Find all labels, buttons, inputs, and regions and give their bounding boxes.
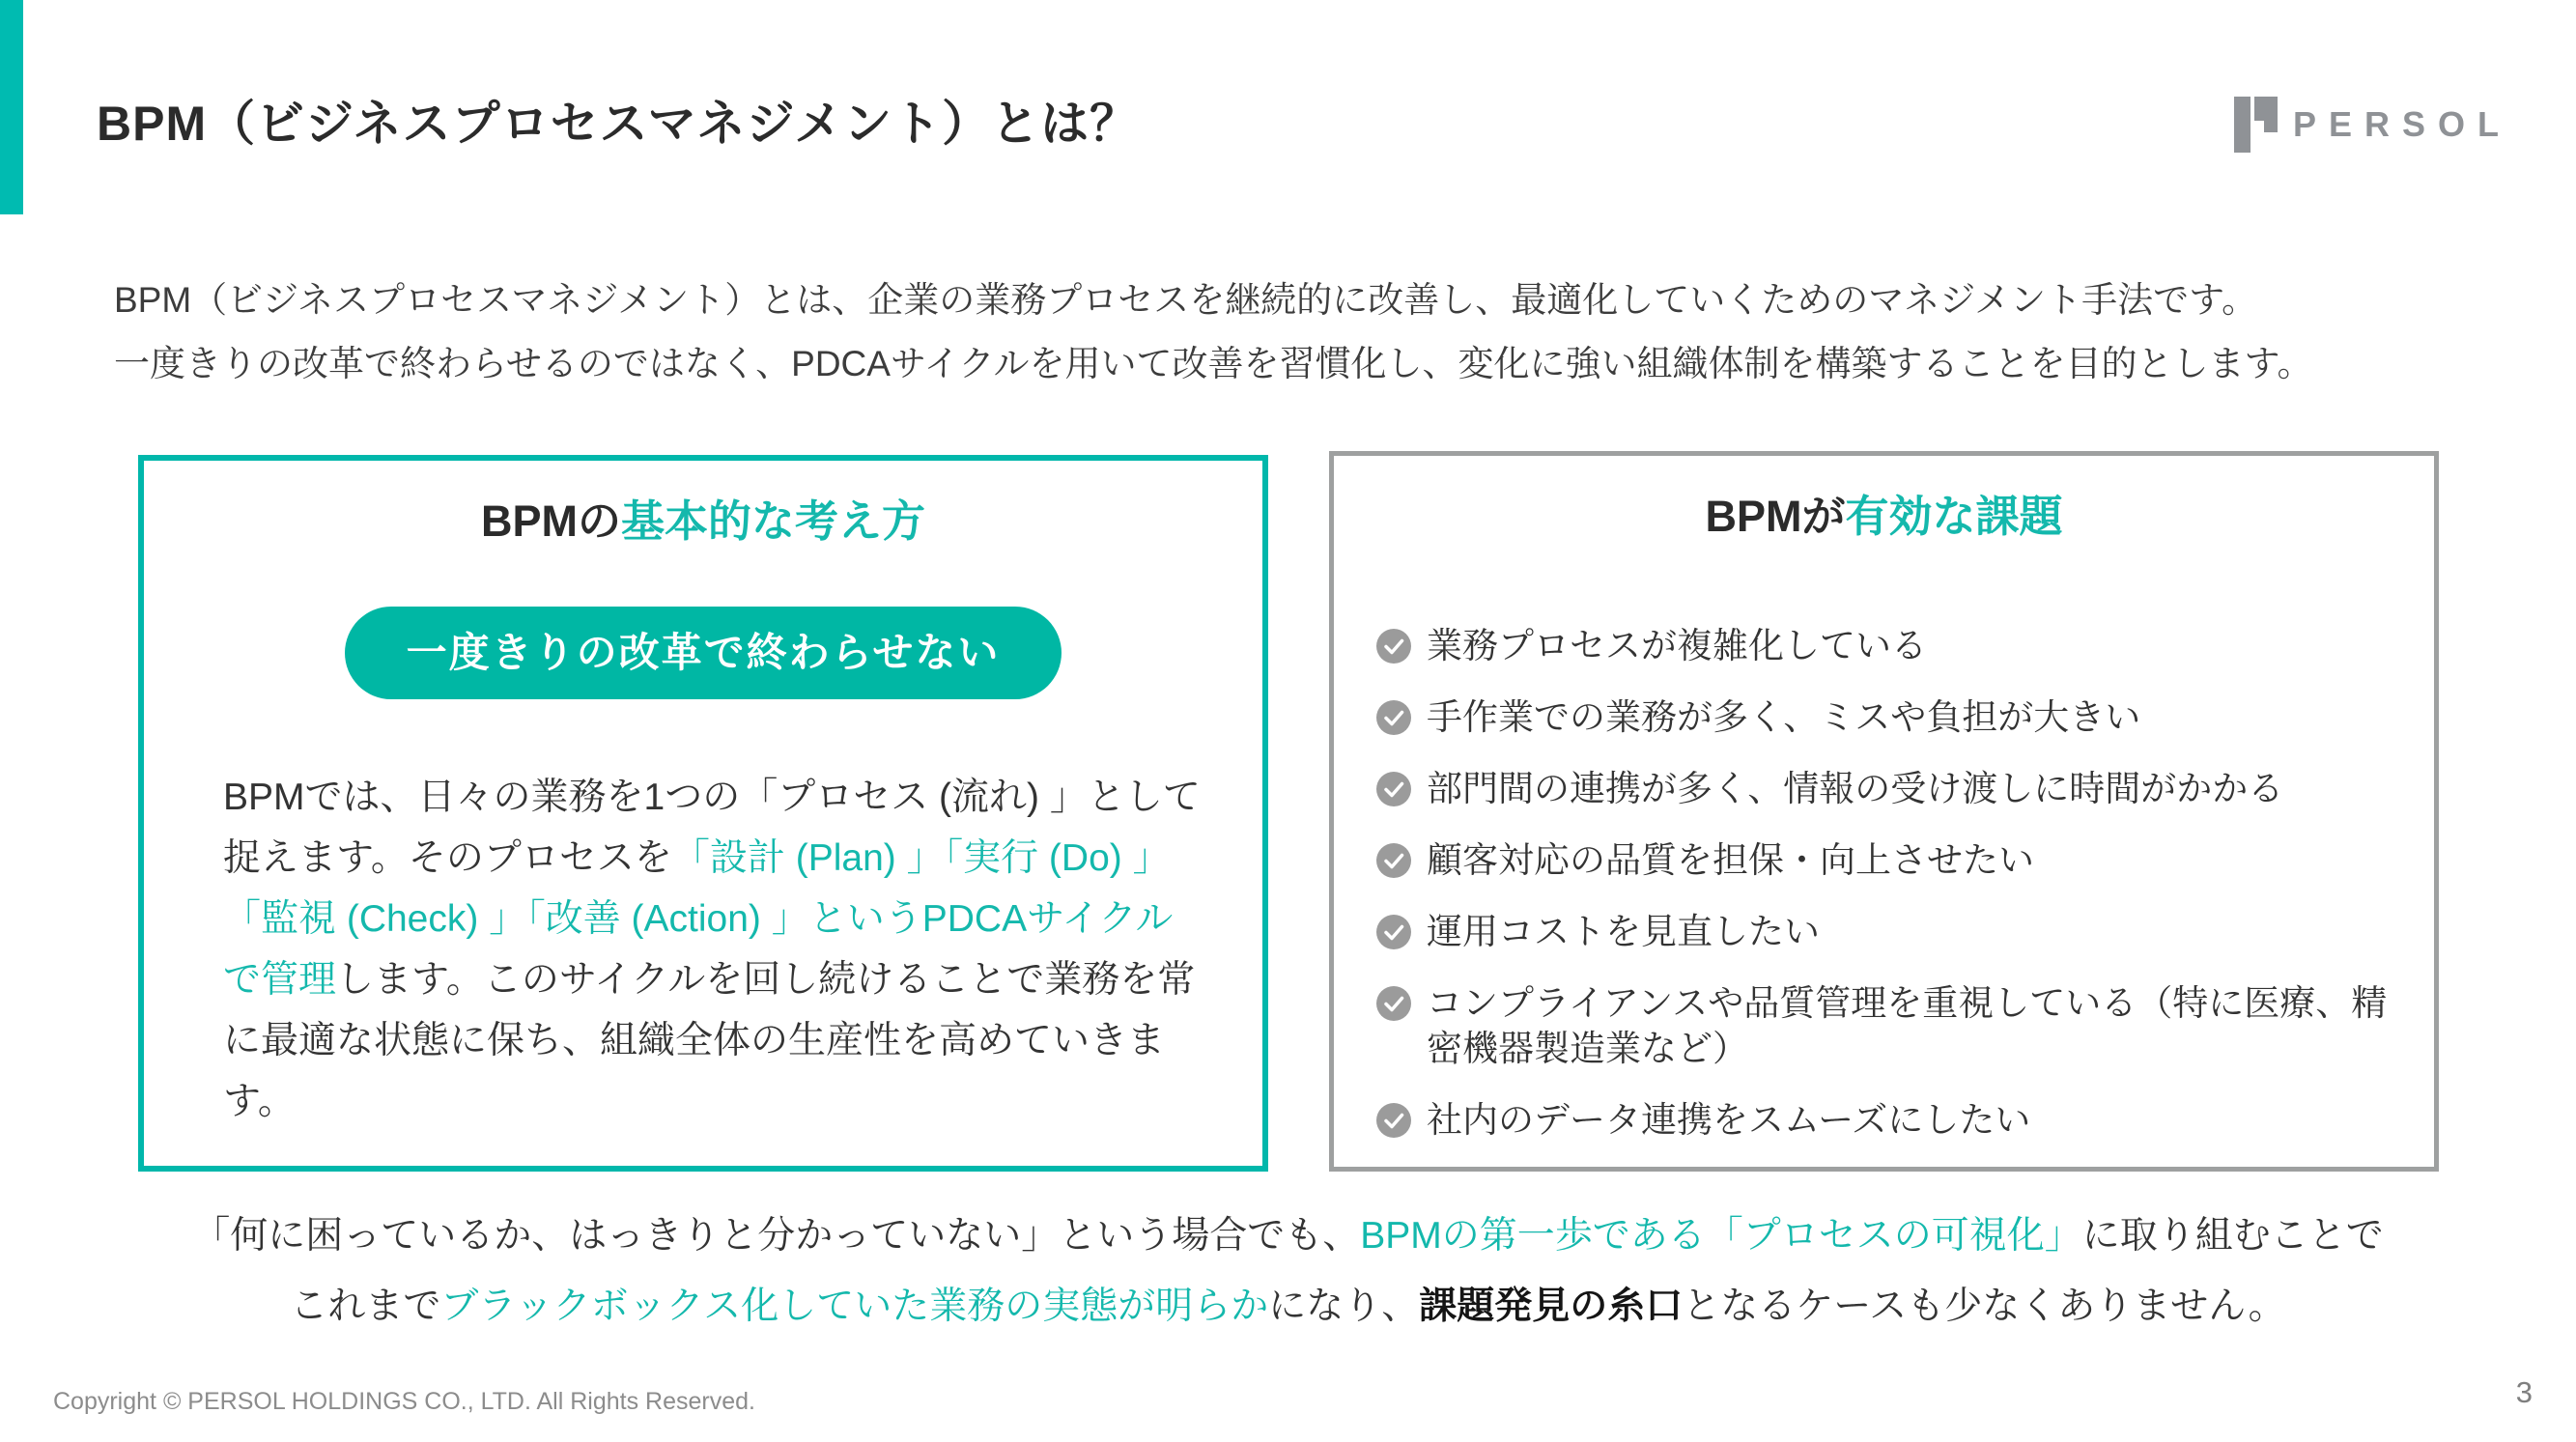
challenges-title-teal: 有効な課題 <box>1845 492 2063 541</box>
text-segment: これまで <box>290 1286 441 1327</box>
check-circle-icon <box>1376 915 1411 949</box>
challenge-item <box>1376 980 2399 1071</box>
intro-paragraph <box>114 269 2313 396</box>
persol-flag-mark-icon <box>2234 97 2278 153</box>
challenge-item-label: 運用コストを見直したい <box>1427 912 1820 951</box>
copyright-text: Copyright © PERSOL HOLDINGS CO., LTD. All Rights Reserved. <box>53 1388 755 1415</box>
page-number: 3 <box>2515 1375 2533 1409</box>
persol-logo-text: PERSOL <box>2292 104 2511 144</box>
challenge-item-label: 部門間の連携が多く、情報の受け渡しに時間がかかる <box>1427 769 2284 808</box>
accent-bar <box>0 0 23 214</box>
check-circle-icon <box>1376 700 1411 735</box>
text-segment: 「何に困っているか、はっきりと分かっていない」という場合でも、 <box>192 1215 1361 1257</box>
challenge-item <box>1376 623 2399 668</box>
challenge-item <box>1376 1097 2399 1143</box>
concept-title-teal: 基本的な考え方 <box>620 496 925 546</box>
persol-logo <box>2234 97 2511 153</box>
check-circle-icon <box>1376 772 1411 806</box>
challenge-item-label: 手作業での業務が多く、ミスや負担が大きい <box>1427 697 2141 737</box>
text-segment: 課題発見の糸口 <box>1419 1286 1684 1327</box>
intro-line-1: BPM（ビジネスプロセスマネジメント）とは、企業の業務プロセスを継続的に改善し、最適化していくためのマネジメント手法です。 <box>114 280 2258 320</box>
closing-line-1 <box>192 1215 2384 1257</box>
text-segment: します。このサイクルを回し続けることで業務を常に最適な状態に保ち、組織全体の生産性を高めていきます。 <box>223 959 1196 1122</box>
check-circle-icon <box>1376 843 1411 878</box>
challenge-item <box>1376 694 2399 740</box>
check-circle-icon <box>1376 629 1411 664</box>
page-title: BPM（ビジネスプロセスマネジメント）とは？ <box>97 97 1140 151</box>
concept-body-text <box>223 767 1201 1132</box>
bpm-concept-panel <box>138 455 1268 1172</box>
challenges-panel-title <box>1334 481 2434 544</box>
challenge-list <box>1334 623 2434 1143</box>
text-segment: BPMの第一歩である「プロセスの可視化」 <box>1360 1215 2082 1257</box>
challenge-item <box>1376 909 2399 954</box>
text-segment: ブラックボックス化していた業務の実態が明らか <box>440 1286 1269 1327</box>
text-segment: 「設計 (Plan) 」「実行 (Do) 」「監視 (Check) 」「改善 (Action) 」というPDCAサイクルで管理 <box>223 837 1174 1001</box>
check-circle-icon <box>1376 986 1411 1021</box>
key-message-pill: 一度きりの改革で終わらせない <box>345 607 1062 699</box>
closing-line-2 <box>290 1286 2285 1327</box>
challenge-item-label: 業務プロセスが複雑化している <box>1427 626 1927 665</box>
challenge-item <box>1376 766 2399 811</box>
intro-line-2: 一度きりの改革で終わらせるのではなく、PDCAサイクルを用いて改善を習慣化し、変化に強い組織体制を構築することを目的とします。 <box>114 344 2313 383</box>
text-segment: になり、 <box>1268 1286 1420 1327</box>
challenges-title-black: BPMが <box>1705 492 1846 541</box>
concept-panel-title <box>144 486 1262 549</box>
challenge-item-label: 社内のデータ連携をスムーズにしたい <box>1427 1100 2031 1140</box>
bpm-challenges-panel <box>1329 451 2439 1172</box>
concept-title-black: BPMの <box>480 496 621 546</box>
text-segment: に取り組むことで <box>2081 1215 2384 1257</box>
challenge-item-label: 顧客対応の品質を担保・向上させたい <box>1427 840 2034 880</box>
challenge-item-label: コンプライアンスや品質管理を重視している（特に医療、精密機器製造業など） <box>1427 983 2388 1068</box>
challenge-item <box>1376 837 2399 883</box>
check-circle-icon <box>1376 1103 1411 1138</box>
closing-paragraph <box>0 1201 2576 1342</box>
text-segment: BPMでは、日々の業務を1つの「プロセス (流れ) 」として捉えます。そのプロセスを <box>223 777 1201 879</box>
text-segment: となるケースも少なくありません。 <box>1683 1286 2286 1327</box>
